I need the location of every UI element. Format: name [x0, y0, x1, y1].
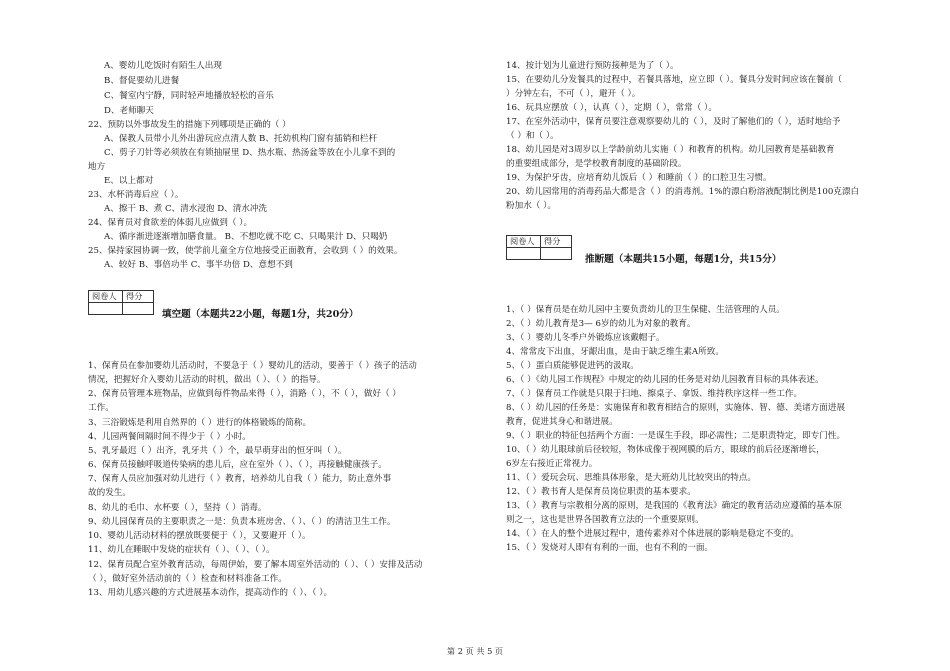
question-line: 20、幼儿园常用的消毒药品大都是含（ ）的消毒剂。1%的漂白粉溶液配制比例是100克漂白	[506, 187, 860, 197]
fill-line: 13、用幼儿感兴趣的方式进展基本动作，提高动作的（ ）、（ ）。	[88, 588, 333, 598]
question-line: 24、保育员对食欲差的体弱儿应做到（ ）。	[88, 218, 253, 228]
question-line: 15、在要幼儿分发餐具的过程中，若餐具落地，应立即（ ）。餐具分发时间应该在餐前（	[506, 75, 842, 85]
score-label: 得分	[126, 291, 143, 301]
question-line: E、以上都对	[104, 176, 154, 186]
question-line: 18、幼儿园是对3周岁以上学龄前幼儿实施（ ）和教育的机构。幼儿园教育是基础教育	[506, 145, 835, 155]
score-label: 得分	[544, 236, 561, 246]
judge-line: 12、（ ）教书育人是保育员岗位职责的基本要求。	[506, 487, 696, 497]
score-cell	[541, 248, 571, 259]
question-line: 粉加水（ ）。	[506, 201, 556, 211]
fill-line: 1、保育员在参加婴幼儿活动时，不要急于（ ）婴幼儿的活动，要善于（ ）孩子的活动	[88, 361, 417, 371]
question-line: A、擦干 B、煮 C、清水浸泡 D、清水冲洗	[104, 204, 268, 214]
judge-line: 3、（ ）婴幼儿冬季户外锻炼应该戴帽子。	[506, 333, 665, 343]
judge-line: 15、（ ）发烧对人即有有利的一面，也有不利的一面。	[506, 543, 714, 553]
fill-line: 12、保育员配合室外教育活动，每周伊始，要了解本周室外活动的（ ）、（ ）安排及活动	[88, 560, 423, 570]
page-footer: 第 2 页 共 5 页	[446, 646, 504, 656]
question-line: C、餐室内宁静，同时轻声地播放轻松的音乐	[104, 91, 274, 101]
judge-line: 13、（ ）教育与宗教相分离的原则，是我国的《教育法》确定的教育活动应遵循的基本原	[506, 501, 842, 511]
section-title-fill: 填空题（本题共22小题，每题1分，共20分）	[162, 309, 359, 320]
fill-line: 6、保育员接触呼吸道传染病的患儿后，应在室外（ ）、（ ），再接触健康孩子。	[88, 460, 387, 470]
score-table	[506, 235, 572, 260]
judge-line: 2、（ ）幼儿教育是3— 6岁的幼儿为对象的教育。	[506, 319, 696, 329]
judge-line: 教育，促进其身心和谐进展。	[506, 417, 618, 427]
judge-line: 6岁左右接近正常视力。	[506, 459, 598, 469]
fill-line: 情况，把握好介入婴幼儿活动的时机，做出（ ）、（ ）的指导。	[88, 375, 326, 385]
question-line: A、较好 B、事倍功半 C、事半功倍 D、意想不到	[104, 260, 293, 270]
question-line: C、剪子刀针等必须放在有锁抽屉里 D、热水瓶、热汤盆等放在小儿拿不到的	[104, 148, 396, 158]
judge-line: 9、（ ）职业的特征包括两个方面：一是谋生手段，即必需性；二是职责特定，即专门性。	[506, 431, 846, 441]
question-line: 17、在室外活动中，保育员要注意观察要幼儿的（ ），及时了解他们的（ ），适时地给予	[506, 117, 841, 127]
grader-cell	[507, 248, 541, 259]
fill-line: 5、乳牙最迟（ ）出齐，乳牙共（ ）个，最早萌芽出的恒牙叫（ ）。	[88, 446, 347, 456]
question-line: 16、玩具应摆放（ ），认真（ ），定期（ ），常常（ ）。	[506, 103, 717, 113]
judge-line: 5、（ ）蛋白质能够促进钙的汲取。	[506, 361, 639, 371]
section-title-judge: 推断题（本题共15小题，每题1分，共15分）	[585, 254, 782, 265]
fill-line: 2、保育员管理本班物品，应做到每件物品来得（ ），消路（ ），不（ ），做好（ ）	[88, 389, 401, 399]
fill-line: （ ），做好室外活动前的（ ）检查和材料准备工作。	[88, 574, 287, 584]
judge-line: 1、（ ）保育员是在幼儿园中主要负责幼儿的卫生保健、生活管理的人员。	[506, 305, 785, 315]
judge-line: 7、（ ）保育员工作就是只限于扫地、擦桌子、拿饭、维持秩序这样一些工作。	[506, 389, 803, 399]
fill-line: 3、三浴锻炼是利用自然界的（ ）进行的体格锻炼的简称。	[88, 418, 312, 428]
fill-line: 4、儿园两餐间隔时间不得少于（ ）小时。	[88, 432, 251, 442]
question-line: 14、按计划为儿童进行预防接种是为了（ ）。	[506, 61, 679, 71]
question-line: A、婴幼儿吃饭时有陌生人出现	[104, 61, 222, 71]
question-line: A、循序渐进逐渐增加膳食量。 B、不想吃就不吃 C、只喝果汁 D、只喝奶	[104, 232, 388, 242]
grader-label: 阅卷人	[89, 291, 123, 302]
fill-line: 8、幼儿的毛巾、水杯要（ ），坚持（ ）消毒。	[88, 503, 267, 513]
judge-line: 8、（ ）幼儿园的任务是：实施保育和教育相结合的原则，实施体、智、德、美诸方面进展	[506, 403, 846, 413]
question-line: 25、保持家园协调一致，使学前儿童全方位地接受正面教育，会收到（ ）的效果。	[88, 246, 403, 256]
question-line: 22、预防以外事故发生的措施下列哪项是正确的（ ）	[88, 120, 291, 130]
score-cell	[123, 303, 153, 314]
fill-line: 7、保育人员应加强对幼儿进行（ ）教育，培养幼儿自我（ ）能力，防止意外事	[88, 474, 392, 484]
question-line: 的重要组成部分，是学校教育制度的基础阶段。	[506, 159, 687, 169]
question-line: 23、水杯消毒后应（ ）。	[88, 190, 184, 200]
judge-line: 6、（ ）《幼儿园工作规程》中规定的幼儿园的任务是对幼儿园教育目标的具体表述。	[506, 375, 824, 385]
fill-line: 工作。	[88, 403, 114, 413]
question-line: D、老师聊天	[104, 106, 154, 116]
fill-line: 11、幼儿在睡眠中发烧的症状有（ ）、（ ）、（ ）。	[88, 545, 275, 555]
grader-cell	[89, 303, 123, 314]
judge-line: 14、（ ）在人的整个进展过程中，遗传素养对个体进展的影响是稳定不变的。	[506, 529, 799, 539]
grader-label: 阅卷人	[507, 236, 541, 247]
question-line: 地方	[88, 162, 106, 172]
question-line: ）分钟左右，不可（ ），避开（ ）。	[506, 89, 641, 99]
question-line: 19、为保护牙齿，应培育幼儿饭后（ ）和睡前（ ）的口腔卫生习惯。	[506, 173, 772, 183]
judge-line: 10、（ ）幼儿眼球前后径较短，物体成像于视网膜的后方，眼球的前后径逐渐增长，	[506, 445, 825, 455]
judge-line: 11、（ ）爱玩会玩、思维具体形象，是大班幼儿比较突出的特点。	[506, 473, 756, 483]
fill-line: 10、婴幼儿活动材料的摆放既要便于（ ），又要避开（ ）。	[88, 531, 311, 541]
fill-line: 故的发生。	[88, 488, 131, 498]
question-line: B、督促要幼儿进餐	[104, 76, 180, 86]
question-line: A、保教人员带小儿外出游玩应点清人数 B、托幼机构门窗有插销和栏杆	[104, 134, 378, 144]
score-table	[88, 290, 154, 315]
judge-line: 4、常常皮下出血，牙龈出血，是由于缺乏维生素A所致。	[506, 347, 724, 357]
question-line: （ ）和（ ）。	[506, 131, 559, 141]
judge-line: 则之一，这也是世界各国教育立法的一个重要原则。	[506, 515, 704, 525]
fill-line: 9、幼儿园保育员的主要职责之一是：负责本班房舍、（ ）、（ ）的清洁卫生工作。	[88, 517, 396, 527]
